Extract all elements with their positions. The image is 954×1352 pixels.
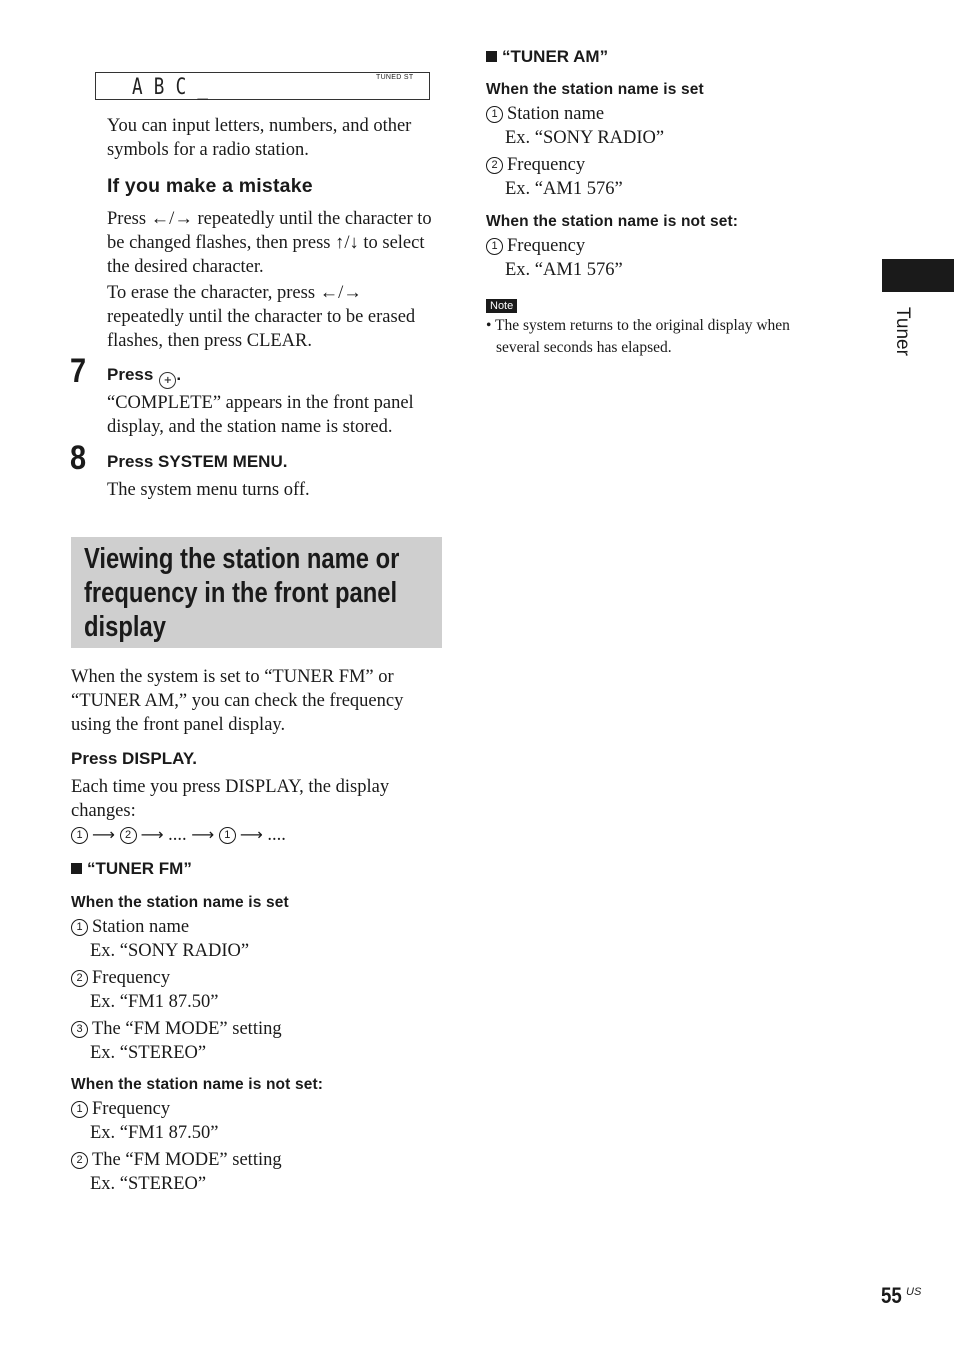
title-line: Viewing the station name or: [84, 543, 400, 575]
text-line: Press ←/→ repeatedly until the character to: [107, 209, 432, 229]
text-line: • The system returns to the original display when: [486, 317, 790, 334]
text-line: be changed flashes, then press ↑/↓ to select: [107, 233, 425, 253]
item-label: Station name: [507, 104, 605, 124]
heading-text: “TUNER FM”: [87, 859, 192, 878]
item-example: Ex. “SONY RADIO”: [505, 128, 665, 148]
list-item: [71, 1097, 282, 1121]
step-number-7: 7: [70, 352, 87, 390]
item-label: The “FM MODE” setting: [92, 1019, 282, 1039]
item-example: Ex. “AM1 576”: [505, 260, 623, 280]
section-intro: [71, 665, 403, 737]
item-label: The “FM MODE” setting: [92, 1150, 282, 1170]
arrow-right-icon: ⟶: [239, 825, 263, 844]
tuner-fm-heading: [71, 858, 192, 880]
text-line: using the front panel display.: [71, 715, 286, 735]
each-time-paragraph: [71, 775, 389, 823]
chapter-tab-label: Tuner: [892, 307, 913, 356]
am-notset-heading: When the station name is not set:: [486, 213, 739, 230]
mistake-paragraph-2: [107, 281, 415, 353]
circled-number: 2: [486, 157, 503, 174]
item-example: Ex. “FM1 87.50”: [90, 1123, 219, 1143]
note-tag: Note: [486, 299, 517, 313]
fm-notset-heading: When the station name is not set:: [71, 1076, 324, 1093]
item-label: Frequency: [507, 236, 586, 256]
list-item: [486, 153, 664, 177]
item-example: Ex. “STEREO”: [90, 1174, 207, 1194]
step-7-description: [107, 391, 414, 439]
item-example: Ex. “SONY RADIO”: [90, 941, 250, 961]
list-item: [71, 1148, 282, 1172]
circled-number: 1: [71, 827, 88, 844]
tuner-am-heading: [486, 46, 608, 68]
circled-number: 2: [120, 827, 137, 844]
am-notset-list: [486, 234, 623, 282]
circled-number: 1: [486, 238, 503, 255]
text-line: flashes, then press CLEAR.: [107, 331, 313, 351]
text-line: You can input letters, numbers, and other: [107, 116, 412, 136]
page-region-suffix: US: [906, 1286, 922, 1298]
ellipsis: ....: [267, 825, 286, 845]
text-line: “COMPLETE” appears in the front panel: [107, 393, 414, 413]
circled-number: 1: [71, 919, 88, 936]
item-label: Frequency: [92, 968, 171, 988]
list-item: [486, 234, 623, 258]
item-label: Station name: [92, 917, 190, 937]
square-bullet-icon: [71, 863, 82, 874]
am-set-list: [486, 102, 664, 201]
square-bullet-icon: [486, 51, 497, 62]
step-7-label: Press: [107, 365, 154, 384]
item-example: Ex. “STEREO”: [90, 1043, 207, 1063]
mistake-paragraph-1: [107, 207, 432, 279]
fm-set-list: [71, 915, 282, 1065]
item-label: Frequency: [92, 1099, 171, 1119]
title-line: display: [84, 611, 166, 643]
mistake-heading: If you make a mistake: [107, 175, 313, 197]
fm-set-heading: When the station name is set: [71, 894, 289, 911]
item-label: Frequency: [507, 155, 586, 175]
circled-number: 2: [71, 970, 88, 987]
press-display-instruction: Press DISPLAY.: [71, 749, 197, 768]
heading-text: “TUNER AM”: [502, 47, 609, 66]
title-line: frequency in the front panel: [84, 577, 398, 609]
text-line: changes:: [71, 801, 136, 821]
text-line: the desired character.: [107, 257, 264, 277]
step-7-period: .: [176, 365, 182, 384]
text-line: display, and the station name is stored.: [107, 417, 393, 437]
page-number: 55: [881, 1283, 902, 1308]
circled-number: 1: [71, 1101, 88, 1118]
text-line: “TUNER AM,” you can check the frequency: [71, 691, 404, 711]
item-example: Ex. “AM1 576”: [505, 179, 623, 199]
fm-notset-list: [71, 1097, 282, 1196]
list-item: [486, 102, 664, 126]
text-line: When the system is set to “TUNER FM” or: [71, 667, 394, 687]
display-characters: ABC_: [132, 75, 220, 100]
step-number-8: 8: [70, 439, 87, 477]
am-set-heading: When the station name is set: [486, 81, 704, 98]
section-title: [84, 542, 437, 644]
display-sequence: [71, 823, 286, 847]
step-8-instruction: Press SYSTEM MENU.: [107, 452, 288, 471]
intro-paragraph: [107, 114, 411, 162]
note-text: [486, 315, 790, 359]
circled-number: 3: [71, 1021, 88, 1038]
display-indicator: TUNED ST: [376, 74, 414, 81]
circled-number: 1: [219, 827, 236, 844]
arrow-right-icon: ⟶: [140, 825, 164, 844]
text-line: repeatedly until the character to be erased: [107, 307, 416, 327]
circled-number: 1: [486, 106, 503, 123]
step-8-description: The system menu turns off.: [107, 480, 310, 500]
ellipsis: ....: [168, 825, 187, 845]
list-item: [71, 915, 282, 939]
arrow-right-icon: ⟶: [92, 825, 115, 844]
text-line: several seconds has elapsed.: [496, 339, 672, 356]
list-item: [71, 1017, 282, 1041]
text-line: To erase the character, press ←/→: [107, 283, 362, 303]
item-example: Ex. “FM1 87.50”: [90, 992, 219, 1012]
list-item: [71, 966, 282, 990]
text-line: Each time you press DISPLAY, the display: [71, 777, 390, 797]
enter-button-icon: +: [159, 372, 176, 389]
text-line: symbols for a radio station.: [107, 140, 309, 160]
step-7-instruction: [107, 364, 181, 389]
circled-number: 2: [71, 1152, 88, 1169]
chapter-tab: [882, 259, 954, 292]
arrow-right-icon: ⟶: [191, 825, 215, 844]
